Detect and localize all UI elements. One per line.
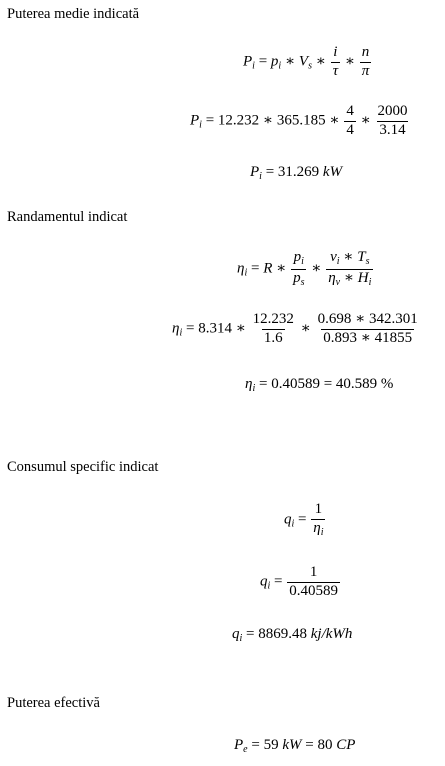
equation-qi-result: $q_i = 8869.48$ kj/kWh [232, 626, 353, 644]
equation-eta-substitution: $\eta_i = 8.314$ ∗ $\frac{12.232}{1.6}$ ∗ $\frac{0.698 ∗ 342.301}{0.893 ∗ 41855}$ [172, 311, 418, 346]
section-heading-puterea-medie: Puterea medie indicată [7, 6, 140, 22]
equation-pi-substitution: $P_i = 12.232$ ∗ 365.185 ∗ $\frac{4}{4}$ ∗ $\frac{2000}{3.14}$ [190, 103, 408, 138]
section-heading-consumul: Consumul specific indicat [7, 459, 159, 475]
section-heading-puterea-efectiva: Puterea efectivă [7, 695, 100, 711]
equation-eta-result: $\eta_i = 0.40589 = 40.589$ % [245, 376, 394, 394]
equation-qi-formula: $q_i$ = $\frac{1}{\eta_i}$ [284, 501, 324, 538]
equation-pi-formula: $P_i = p_i$ ∗ $V_s$ ∗ $\frac{i}{\tau}$ ∗ $\frac{n}{\pi}$ [243, 44, 370, 79]
section-heading-randamentul: Randamentul indicat [7, 209, 128, 225]
equation-pe-result: $P_e = 59$ kW = 80 CP [234, 737, 356, 755]
equation-pi-result: $P_i = 31.269$ kW [250, 164, 343, 182]
equation-eta-formula: $\eta_i = R$ ∗ $\frac{p_i}{p_s}$ ∗ $\frac{\nu_i ∗ T_s}{\eta_v ∗ H_i}$ [237, 249, 372, 288]
equation-qi-substitution: $q_i$ = $\frac{1}{0.40589}$ [260, 564, 338, 599]
